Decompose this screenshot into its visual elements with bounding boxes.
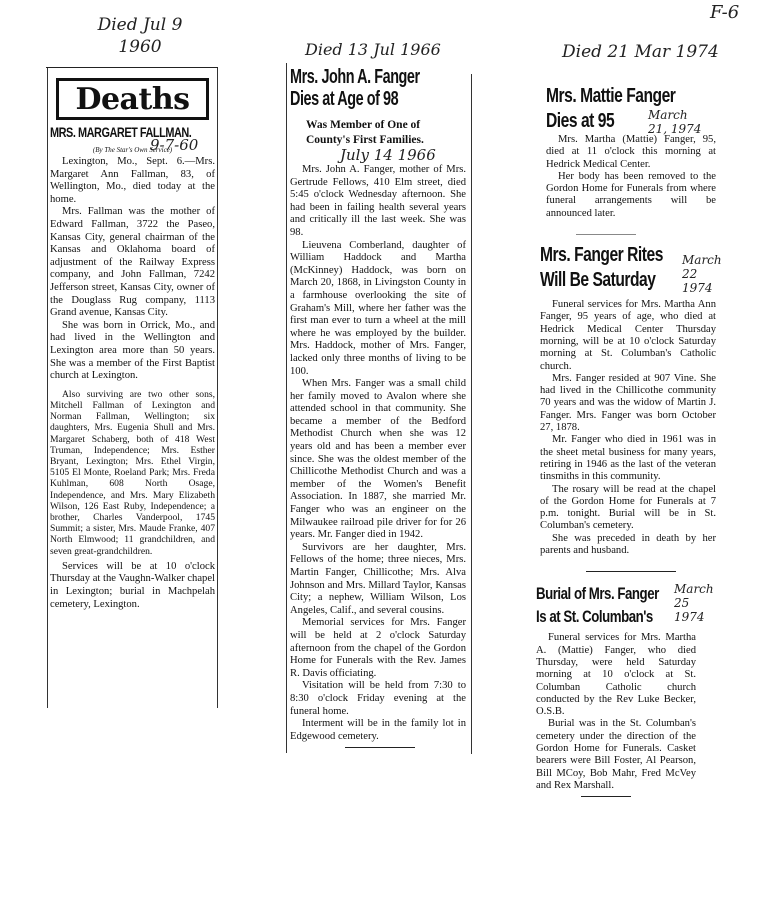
clipping-1-left-border	[47, 68, 48, 708]
clipping-2-subheadline-line: County's First Families.	[306, 134, 424, 146]
clipping-1-paragraph: Lexington, Mo., Sept. 6.—Mrs. Margaret Ann Fallman, 83, of Wellington, Mo., died today at the home.	[50, 156, 215, 205]
clipping-1-paragraph: She was born in Orrick, Mo., and had lived in the Wellington and Lexington area more than 50 years. She was a member of the First Baptist church at Lexington.	[50, 319, 215, 382]
clipping-2-paragraph: Mrs. John A. Fanger, mother of Mrs. Gertrude Fellows, 410 Elm street, died 5:45 o'clock Wednesday afternoon. She had been in failing health several years and critically ill the last week. She was 98.	[290, 164, 466, 238]
clipping-1-survivors	[50, 389, 215, 557]
clipping-1-paragraph: Mrs. Fallman was the mother of Edward Fallman, 3722 the Paseo, Kansas City, general chairman of the Kansas and Oklahoma board of adjustment of the Railway Express company, and John Fallman, 7242 Jefferson street, Kansas City, owner of the Douglass Rug company, 1113 Grand avenue, Kansas City.	[50, 206, 215, 319]
article-c-headline-line: Is at St. Columban's	[536, 607, 653, 627]
clipping-2-paragraph: Interment will be in the family lot in Edgewood cemetery.	[290, 718, 466, 742]
article-a-paragraph: Her body has been removed to the Gordon Home for Funerals from where funeral arrangements will be announced later.	[546, 170, 716, 219]
article-c-handwritten-date: March 25 1974	[674, 582, 714, 625]
clipping-2-paragraph: Visitation will be held from 7:30 to 8:30 o'clock Friday evening at the funeral home.	[290, 680, 466, 717]
clipping-2-handwritten-note: Died 13 Jul 1966	[305, 40, 441, 59]
clipping-1-handwritten-note: Died Jul 9 1960	[97, 15, 183, 57]
article-c-paragraph: Burial was in the St. Columban's cemetery under the direction of the Gordon Home for Funerals. Casket bearers were Bill Foster, Al Pearson, Bill MCoy, Bob Mahr, Fred McVey and Rex Marshall.	[536, 718, 696, 791]
article-a-handwritten-date: March 21, 1974	[648, 108, 702, 136]
clipping-3-handwritten-note: Died 21 Mar 1974	[562, 42, 719, 62]
article-c-body	[536, 632, 696, 792]
clipping-2-body	[290, 164, 466, 743]
article-c-paragraph: Funeral services for Mrs. Martha A. (Mattie) Fanger, who died Thursday, were held Saturday morning at 10 o'clock at St. Columban Catholic church conducted by the Rev Luke Becker, O.S.B.	[536, 632, 696, 718]
article-b-paragraph: Funeral services for Mrs. Martha Ann Fanger, 95 years of age, who died at Hedrick Medical Center Thursday morning, will be at 10 o'clock Saturday morning at St. Columban's Catholic church.	[540, 299, 716, 372]
clipping-2	[290, 66, 466, 748]
clipping-2-left-border	[286, 63, 287, 753]
clipping-1-right-border	[217, 68, 218, 708]
clipping-3	[536, 84, 722, 797]
article-c-end-rule	[581, 796, 631, 797]
article-b-headline-line: Mrs. Fanger Rites	[540, 244, 663, 267]
clipping-1-services	[50, 561, 215, 611]
article-b-paragraph: She was preceded in death by her parents and husband.	[540, 532, 716, 557]
clipping-2-subheadline-line: Was Member of One of	[306, 119, 421, 131]
article-fanger-rites	[540, 243, 722, 557]
article-burial-fanger	[536, 582, 716, 797]
clipping-2-paragraph: Survivors are her daughter, Mrs. Fellows of the home; three nieces, Mrs. Martin Fanger, Chillicothe; Mrs. Alva Johnson and Mrs. Millard Taylor, Kansas City; a nephew, William Wilson, Los Angeles, Calif., and several cousins.	[290, 541, 466, 616]
clipping-2-headline-line: Mrs. John A. Fanger	[290, 66, 420, 88]
article-a-body	[546, 134, 716, 220]
clipping-2-headline-line: Dies at Age of 98	[290, 88, 399, 110]
article-b-headline-line: Will Be Saturday	[540, 269, 656, 292]
deaths-section-title: Deaths	[75, 81, 190, 117]
page-marker: F-6	[710, 2, 740, 23]
clipping-1-body	[50, 156, 215, 383]
clipping-2-paragraph: Memorial services for Mrs. Fanger will be held at 2 o'clock Saturday afternoon from the chapel of the Gordon Home for Funerals with the Rev. James R. Davis officiating.	[290, 617, 466, 679]
clipping-2-handwritten-date: July 14 1966	[340, 146, 436, 164]
article-b-paragraph: Mrs. Fanger resided at 907 Vine. She had lived in the Chillicothe community 70 years and was the widow of Martin J. Fanger. Mrs. Fanger was born October 27, 1878.	[540, 372, 716, 434]
deaths-section-box	[56, 78, 209, 120]
article-b-handwritten-date: March 22 1974	[682, 253, 722, 296]
clipping-1	[50, 68, 215, 611]
article-c-headline-line: Burial of Mrs. Fanger	[536, 584, 659, 604]
article-mattie-fanger-dies	[546, 84, 716, 220]
clipping-2-right-border	[471, 74, 472, 754]
clipping-1-headline: MRS. MARGARET FALLMAN.	[50, 124, 192, 140]
clipping-2-headline	[290, 66, 420, 110]
article-b-paragraph: The rosary will be read at the chapel of the Gordon Home for Funerals at 7 p.m. tonight. Burial will be in St. Columban's cemetery.	[540, 483, 716, 532]
clipping-1-handwritten-date: 9-7-60	[150, 136, 199, 154]
article-a-headline-line: Mrs. Mattie Fanger	[546, 85, 676, 107]
clipping-1-paragraph: Also surviving are two other sons, Mitchell Fallman of Lexington and Norman Fallman, Wellington; six daughters, Mrs. Eugenia Shull and Mrs. Margaret Schaberg, both of 418 West Truman, Independence; Mrs. Esther Bryant, Lexington; Mrs. Ethel Virgin, 5105 El Monte, Roeland Park; Mrs. Freda Kuhlman, 608 North Osage, Independence, and Mrs. Mary Elizabeth Wilson, 126 East Ruby, Independence; a brother, Charles Vanderpool, 1745 Summit; a sister, Mrs. Maude Franke, 407 North Elmwood; 11 grandchildren, and seven great-grandchildren.	[50, 388, 215, 557]
article-a-paragraph: Mrs. Martha (Mattie) Fanger, 95, died at 11 o'clock this morning at Hedrick Medical Center.	[546, 134, 716, 170]
article-divider	[576, 234, 636, 235]
clipping-2-paragraph: Lieuvena Comberland, daughter of William Haddock and Martha (McKinney) Haddock, was born on March 20, 1868, in Livingston County in a farmhouse overlooking the site of Graham's Mill, where her father was the first man ever to turn a wheel at the mill where he was employed by the builder. Mrs. Haddock, mother of Mrs. Fanger, lacked only three months of living to be 100.	[290, 239, 466, 377]
article-divider	[586, 571, 676, 572]
article-b-paragraph: Mr. Fanger who died in 1961 was in the sheet metal business for many years, retiring in 1946 as the last of the veteran tinsmiths in this community.	[540, 434, 716, 483]
article-b-body	[540, 299, 716, 557]
article-a-headline-line: Dies at 95	[546, 110, 615, 132]
clipping-2-end-rule	[345, 747, 415, 748]
clipping-1-byline: (By The Star's Own Service)	[92, 146, 173, 154]
clipping-2-subheadline	[306, 118, 466, 148]
clipping-2-paragraph: When Mrs. Fanger was a small child her family moved to Avalon where she attended school in that community. She became a member of the Bedford Methodist Church when she was 12 years old and has been a member ever since. She was the oldest member of the Chillicothe Methodist Church and was a member of the Women's Benefit Association. In 1887, she married Mr. Fanger who was an engineer on the Milwaukee railroad pile driver for for 26 years. Mr. Fanger died in 1942.	[290, 378, 466, 541]
clipping-1-paragraph: Services will be at 10 o'clock Thursday at the Vaughn-Walker chapel in Lexington; burial in Machpelah cemetery, Lexington.	[50, 560, 215, 610]
